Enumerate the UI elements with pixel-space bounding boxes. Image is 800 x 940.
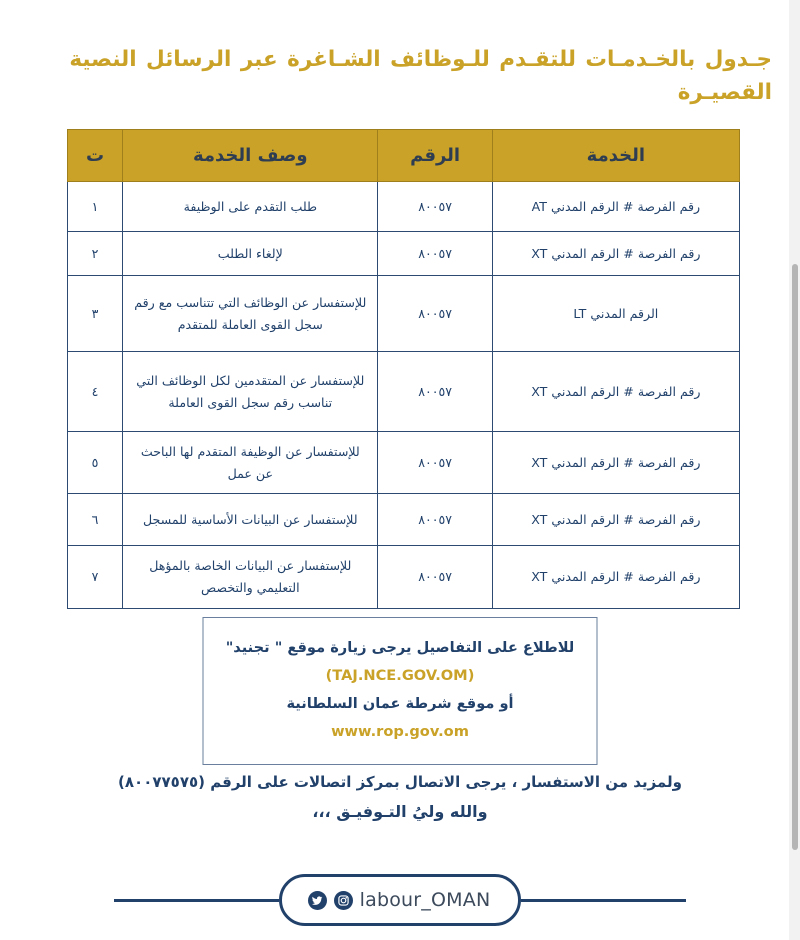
divider-line-left <box>114 899 279 902</box>
cell-number: ٨٠٠٥٧ <box>378 276 492 352</box>
cell-number: ٨٠٠٥٧ <box>378 494 492 546</box>
cell-index: ٣ <box>68 276 123 352</box>
table-row <box>68 546 740 608</box>
cell-service: رقم الفرصة # الرقم المدني XT <box>492 352 739 432</box>
page-scrollbar[interactable] <box>789 0 800 940</box>
column-header-number: الرقم <box>378 130 492 182</box>
info-box <box>203 617 598 765</box>
social-handle-pill[interactable] <box>279 874 522 926</box>
services-table <box>67 129 740 609</box>
cell-index: ٢ <box>68 232 123 276</box>
cell-description: طلب التقدم على الوظيفة <box>123 182 378 232</box>
info-box-line-2: أو موقع شرطة عمان السلطانية <box>286 694 514 712</box>
table-row <box>68 276 740 352</box>
table-header-row <box>68 130 740 182</box>
cell-service: رقم الفرصة # الرقم المدني XT <box>492 232 739 276</box>
table-header <box>68 130 740 182</box>
cell-number: ٨٠٠٥٧ <box>378 432 492 494</box>
cell-index: ٦ <box>68 494 123 546</box>
social-handle-label: labour_OMAN <box>359 889 491 911</box>
services-table-container <box>67 129 740 609</box>
twitter-icon[interactable] <box>308 891 327 910</box>
cell-number: ٨٠٠٥٧ <box>378 352 492 432</box>
cell-service: الرقم المدني LT <box>492 276 739 352</box>
social-bar <box>0 872 800 928</box>
cell-index: ٤ <box>68 352 123 432</box>
table-row <box>68 352 740 432</box>
instagram-icon[interactable] <box>334 891 353 910</box>
table-row <box>68 232 740 276</box>
table-row <box>68 432 740 494</box>
divider-line-right <box>521 899 686 902</box>
cell-description: لإلغاء الطلب <box>123 232 378 276</box>
page-title-line-1: جـدول بالخـدمـات للتقـدم للـوظائف الشـاغرة عبر الرسائل النصية <box>69 47 772 72</box>
table-row <box>68 494 740 546</box>
cell-index: ١ <box>68 182 123 232</box>
cell-description: للإستفسار عن الوظائف التي تتناسب مع رقم سجل القوى العاملة للمتقدم <box>123 276 378 352</box>
page-title-line-2: القصيـرة <box>677 79 772 105</box>
cell-service: رقم الفرصة # الرقم المدني AT <box>492 182 739 232</box>
rop-website-link[interactable]: www.rop.gov.om <box>331 722 469 740</box>
closing-blessing: والله وليُ التـوفيـق ،،، <box>312 802 488 821</box>
table-body <box>68 182 740 609</box>
cell-service: رقم الفرصة # الرقم المدني XT <box>492 432 739 494</box>
cell-number: ٨٠٠٥٧ <box>378 232 492 276</box>
page-title <box>28 44 772 109</box>
info-box-line-1: للاطلاع على التفاصيل يرجى زيارة موقع " تجنيد" <box>225 639 575 656</box>
cell-description: للإستفسار عن الوظيفة المتقدم لها الباحث عن عمل <box>123 432 378 494</box>
cell-description: للإستفسار عن البيانات الأساسية للمسجل <box>123 494 378 546</box>
scrollbar-thumb[interactable] <box>792 264 798 850</box>
cell-description: للإستفسار عن المتقدمين لكل الوظائف التي تناسب رقم سجل القوى العاملة <box>123 352 378 432</box>
cell-service: رقم الفرصة # الرقم المدني XT <box>492 494 739 546</box>
table-row <box>68 182 740 232</box>
cell-number: ٨٠٠٥٧ <box>378 182 492 232</box>
column-header-description: وصف الخدمة <box>123 130 378 182</box>
taj-portal-link[interactable]: (TAJ.NCE.GOV.OM) <box>325 666 475 684</box>
cell-number: ٨٠٠٥٧ <box>378 546 492 608</box>
cell-service: رقم الفرصة # الرقم المدني XT <box>492 546 739 608</box>
cell-description: للإستفسار عن البيانات الخاصة بالمؤهل التعليمي والتخصص <box>123 546 378 608</box>
contact-note: ولمزيد من الاستفسار ، يرجى الاتصال بمركز اتصالات على الرقم (٨٠٠٧٧٥٧٥) <box>118 773 682 791</box>
column-header-service: الخدمة <box>492 130 739 182</box>
cell-index: ٧ <box>68 546 123 608</box>
column-header-index: ت <box>68 130 123 182</box>
cell-index: ٥ <box>68 432 123 494</box>
